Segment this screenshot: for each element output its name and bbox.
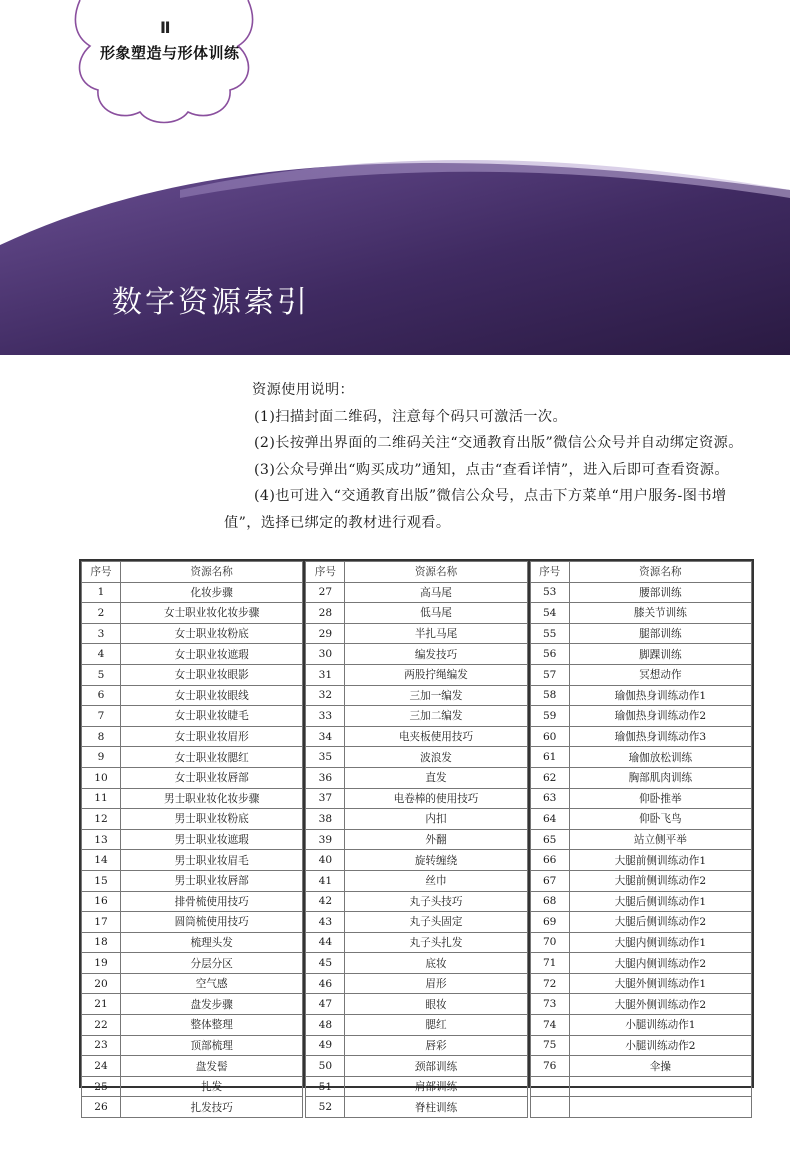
row-number: 2 (82, 603, 121, 624)
resource-name: 男士职业妆唇部 (121, 870, 303, 891)
table-row (306, 973, 527, 994)
table-row (306, 644, 527, 665)
resource-name: 女士职业妆唇部 (121, 767, 303, 788)
resource-name: 高马尾 (345, 582, 527, 603)
resource-name: 女士职业妆腮红 (121, 747, 303, 768)
resource-name: 低马尾 (345, 603, 527, 624)
table-row (82, 891, 303, 912)
row-number: 73 (530, 994, 569, 1015)
table-row (82, 870, 303, 891)
resource-name: 顶部梳理 (121, 1035, 303, 1056)
resource-name: 电卷棒的使用技巧 (345, 788, 527, 809)
table-row (82, 912, 303, 933)
table-row (306, 623, 527, 644)
resource-name: 分层分区 (121, 953, 303, 974)
resource-name: 眉形 (345, 973, 527, 994)
row-number: 50 (306, 1056, 345, 1077)
table-row (530, 582, 751, 603)
resource-name: 唇彩 (345, 1035, 527, 1056)
row-number: 48 (306, 1015, 345, 1036)
resource-name: 仰卧飞鸟 (569, 809, 751, 830)
resource-name: 女士职业妆遮瑕 (121, 644, 303, 665)
row-number: 63 (530, 788, 569, 809)
header-resource-name: 资源名称 (121, 562, 303, 583)
resource-name: 波浪发 (345, 747, 527, 768)
resource-name: 半扎马尾 (345, 623, 527, 644)
table-row (306, 726, 527, 747)
table-row (530, 726, 751, 747)
resource-column-2 (305, 561, 527, 1118)
row-number: 17 (82, 912, 121, 933)
header-resource-name: 资源名称 (345, 562, 527, 583)
table-row (306, 582, 527, 603)
resource-name: 腮红 (345, 1015, 527, 1036)
row-number: 20 (82, 973, 121, 994)
resource-name: 女士职业妆睫毛 (121, 706, 303, 727)
resource-name: 大腿内侧训练动作1 (569, 932, 751, 953)
resource-name: 丝巾 (345, 870, 527, 891)
header-number: 序号 (530, 562, 569, 583)
table-row (306, 932, 527, 953)
row-number: 23 (82, 1035, 121, 1056)
row-number: 34 (306, 726, 345, 747)
row-number: 6 (82, 685, 121, 706)
row-number (530, 1097, 569, 1118)
row-number: 14 (82, 850, 121, 871)
row-number: 26 (82, 1097, 121, 1118)
row-number: 5 (82, 664, 121, 685)
table-row (82, 1035, 303, 1056)
resource-name: 小腿训练动作2 (569, 1035, 751, 1056)
row-number: 32 (306, 685, 345, 706)
table-row (530, 829, 751, 850)
resource-name: 冥想动作 (569, 664, 751, 685)
instruction-step-4: (4)也可进入“交通教育出版”微信公众号，点击下方菜单“用户服务-图书增值”，选择已绑定的教材进行观看。 (224, 488, 727, 531)
row-number: 29 (306, 623, 345, 644)
resource-name: 大腿外侧训练动作2 (569, 994, 751, 1015)
row-number: 60 (530, 726, 569, 747)
resource-name: 丸子头技巧 (345, 891, 527, 912)
row-number: 57 (530, 664, 569, 685)
row-number: 55 (530, 623, 569, 644)
resource-name: 扎发 (121, 1076, 303, 1097)
table-row (306, 912, 527, 933)
table-row (306, 685, 527, 706)
row-number: 4 (82, 644, 121, 665)
table-row (306, 1097, 527, 1118)
table-row (82, 1097, 303, 1118)
resource-name: 腰部训练 (569, 582, 751, 603)
row-number: 59 (530, 706, 569, 727)
row-number: 19 (82, 953, 121, 974)
row-number: 3 (82, 623, 121, 644)
row-number: 40 (306, 850, 345, 871)
resource-column-3 (530, 561, 752, 1118)
row-number: 70 (530, 932, 569, 953)
row-number: 67 (530, 870, 569, 891)
resource-name: 肩部训练 (345, 1076, 527, 1097)
table-row (82, 973, 303, 994)
table-row (306, 664, 527, 685)
resource-name: 盘发步骤 (121, 994, 303, 1015)
table-header-row (82, 562, 303, 583)
table-row (82, 994, 303, 1015)
resource-name: 扎发技巧 (121, 1097, 303, 1118)
table-row (82, 664, 303, 685)
row-number: 1 (82, 582, 121, 603)
resource-name: 丸子头扎发 (345, 932, 527, 953)
row-number: 69 (530, 912, 569, 933)
row-number: 72 (530, 973, 569, 994)
row-number: 35 (306, 747, 345, 768)
row-number: 56 (530, 644, 569, 665)
table-row (82, 850, 303, 871)
table-row (306, 1076, 527, 1097)
resource-index-table (79, 559, 754, 1114)
table-header-row (530, 562, 751, 583)
row-number: 76 (530, 1056, 569, 1077)
table-row (530, 809, 751, 830)
table-row (82, 644, 303, 665)
row-number: 9 (82, 747, 121, 768)
row-number: 58 (530, 685, 569, 706)
header-number: 序号 (82, 562, 121, 583)
table-row (82, 809, 303, 830)
resource-name: 圆筒梳使用技巧 (121, 912, 303, 933)
resource-name: 大腿前侧训练动作1 (569, 850, 751, 871)
instruction-step-2: (2)长按弹出界面的二维码关注“交通教育出版”微信公众号并自动绑定资源。 (254, 435, 743, 451)
resource-name: 胸部肌肉训练 (569, 767, 751, 788)
table-row (82, 1076, 303, 1097)
row-number: 52 (306, 1097, 345, 1118)
row-number: 36 (306, 767, 345, 788)
resource-name: 电夹板使用技巧 (345, 726, 527, 747)
resource-name: 男士职业妆化妆步骤 (121, 788, 303, 809)
table-row (82, 685, 303, 706)
resource-name: 整体整理 (121, 1015, 303, 1036)
resource-name: 眼妆 (345, 994, 527, 1015)
table-row (530, 953, 751, 974)
resource-name: 空气感 (121, 973, 303, 994)
table-row (82, 747, 303, 768)
usage-instructions (224, 377, 760, 536)
header-number: 序号 (306, 562, 345, 583)
table-row (530, 788, 751, 809)
table-row (82, 953, 303, 974)
resource-name: 大腿后侧训练动作1 (569, 891, 751, 912)
instructions-heading: 资源使用说明： (252, 382, 355, 398)
row-number: 62 (530, 767, 569, 788)
table-row (82, 767, 303, 788)
resource-name: 内扣 (345, 809, 527, 830)
resource-name: 梳理头发 (121, 932, 303, 953)
table-row (306, 1056, 527, 1077)
table-row (306, 809, 527, 830)
resource-name: 瑜伽热身训练动作2 (569, 706, 751, 727)
table-row (530, 973, 751, 994)
row-number: 65 (530, 829, 569, 850)
table-row (530, 767, 751, 788)
table-row (82, 603, 303, 624)
row-number: 43 (306, 912, 345, 933)
table-row (530, 623, 751, 644)
row-number: 24 (82, 1056, 121, 1077)
instruction-step-1: (1)扫描封面二维码，注意每个码只可激活一次。 (254, 408, 568, 425)
row-number: 61 (530, 747, 569, 768)
resource-name: 三加二编发 (345, 706, 527, 727)
table-row (530, 1035, 751, 1056)
table-row (306, 706, 527, 727)
table-row (306, 1035, 527, 1056)
row-number: 27 (306, 582, 345, 603)
purple-arc-banner (0, 150, 790, 355)
resource-name: 男士职业妆眉毛 (121, 850, 303, 871)
row-number (530, 1076, 569, 1097)
row-number: 33 (306, 706, 345, 727)
instruction-step-3: (3)公众号弹出“购买成功”通知，点击“查看详情”，进入后即可查看资源。 (254, 461, 729, 478)
row-number: 18 (82, 932, 121, 953)
table-row (530, 1056, 751, 1077)
row-number: 15 (82, 870, 121, 891)
row-number: 66 (530, 850, 569, 871)
resource-name: 外翻 (345, 829, 527, 850)
row-number: 10 (82, 767, 121, 788)
scalloped-header-ornament (0, 0, 790, 130)
table-row (530, 706, 751, 727)
table-row (82, 829, 303, 850)
resource-name: 大腿后侧训练动作2 (569, 912, 751, 933)
table-row (530, 1097, 751, 1118)
section-title: 数字资源索引 (112, 285, 310, 320)
table-row (530, 747, 751, 768)
table-row (82, 1015, 303, 1036)
table-row (306, 829, 527, 850)
row-number: 45 (306, 953, 345, 974)
row-number: 68 (530, 891, 569, 912)
resource-name: 大腿外侧训练动作1 (569, 973, 751, 994)
row-number: 71 (530, 953, 569, 974)
table-row (82, 706, 303, 727)
row-number: 41 (306, 870, 345, 891)
table-row (530, 644, 751, 665)
table-row (306, 747, 527, 768)
resource-name: 站立侧平举 (569, 829, 751, 850)
resource-name: 瑜伽放松训练 (569, 747, 751, 768)
row-number: 75 (530, 1035, 569, 1056)
table-row (306, 870, 527, 891)
resource-name: 盘发髻 (121, 1056, 303, 1077)
resource-name: 化妆步骤 (121, 582, 303, 603)
table-row (82, 788, 303, 809)
resource-name: 脊柱训练 (345, 1097, 527, 1118)
table-row (306, 603, 527, 624)
table-row (530, 1076, 751, 1097)
row-number: 38 (306, 809, 345, 830)
row-number: 51 (306, 1076, 345, 1097)
row-number: 46 (306, 973, 345, 994)
table-row (82, 1056, 303, 1077)
row-number: 22 (82, 1015, 121, 1036)
resource-name: 旋转缠绕 (345, 850, 527, 871)
table-row (530, 1015, 751, 1036)
table-row (306, 767, 527, 788)
row-number: 47 (306, 994, 345, 1015)
row-number: 39 (306, 829, 345, 850)
table-row (530, 912, 751, 933)
row-number: 7 (82, 706, 121, 727)
table-row (306, 891, 527, 912)
table-row (530, 870, 751, 891)
header-resource-name: 资源名称 (569, 562, 751, 583)
resource-name: 编发技巧 (345, 644, 527, 665)
table-row (306, 994, 527, 1015)
resource-name: 仰卧推举 (569, 788, 751, 809)
row-number: 44 (306, 932, 345, 953)
resource-name: 丸子头固定 (345, 912, 527, 933)
row-number: 37 (306, 788, 345, 809)
resource-name: 直发 (345, 767, 527, 788)
table-row (82, 726, 303, 747)
row-number: 28 (306, 603, 345, 624)
resource-name: 大腿内侧训练动作2 (569, 953, 751, 974)
row-number: 11 (82, 788, 121, 809)
table-row (82, 582, 303, 603)
table-row (82, 623, 303, 644)
table-row (530, 850, 751, 871)
resource-name: 颈部训练 (345, 1056, 527, 1077)
resource-name: 女士职业妆眉形 (121, 726, 303, 747)
resource-column-1 (81, 561, 303, 1118)
row-number: 53 (530, 582, 569, 603)
row-number: 12 (82, 809, 121, 830)
book-title: 形象塑造与形体训练 (100, 44, 240, 62)
resource-name: 女士职业妆粉底 (121, 623, 303, 644)
table-row (306, 850, 527, 871)
resource-name: 男士职业妆遮瑕 (121, 829, 303, 850)
table-row (530, 891, 751, 912)
row-number: 13 (82, 829, 121, 850)
table-row (530, 932, 751, 953)
resource-name: 男士职业妆粉底 (121, 809, 303, 830)
resource-name: 两股拧绳编发 (345, 664, 527, 685)
resource-name: 伞操 (569, 1056, 751, 1077)
row-number: 30 (306, 644, 345, 665)
resource-name: 女士职业妆眼影 (121, 664, 303, 685)
page-number: Ⅱ (160, 18, 171, 37)
row-number: 74 (530, 1015, 569, 1036)
resource-name: 脚踝训练 (569, 644, 751, 665)
resource-name: 膝关节训练 (569, 603, 751, 624)
resource-name (569, 1076, 751, 1097)
resource-name: 排骨梳使用技巧 (121, 891, 303, 912)
table-row (306, 1015, 527, 1036)
row-number: 31 (306, 664, 345, 685)
table-row (306, 788, 527, 809)
row-number: 8 (82, 726, 121, 747)
table-row (82, 932, 303, 953)
row-number: 64 (530, 809, 569, 830)
row-number: 42 (306, 891, 345, 912)
table-row (306, 953, 527, 974)
row-number: 49 (306, 1035, 345, 1056)
row-number: 21 (82, 994, 121, 1015)
resource-name: 三加一编发 (345, 685, 527, 706)
resource-name: 瑜伽热身训练动作1 (569, 685, 751, 706)
resource-name: 女士职业妆化妆步骤 (121, 603, 303, 624)
resource-name: 大腿前侧训练动作2 (569, 870, 751, 891)
resource-name: 底妆 (345, 953, 527, 974)
resource-name: 女士职业妆眼线 (121, 685, 303, 706)
table-row (530, 664, 751, 685)
resource-name: 腿部训练 (569, 623, 751, 644)
row-number: 54 (530, 603, 569, 624)
resource-name (569, 1097, 751, 1118)
row-number: 16 (82, 891, 121, 912)
table-row (530, 603, 751, 624)
row-number: 25 (82, 1076, 121, 1097)
table-row (530, 994, 751, 1015)
resource-name: 瑜伽热身训练动作3 (569, 726, 751, 747)
table-header-row (306, 562, 527, 583)
table-row (530, 685, 751, 706)
resource-name: 小腿训练动作1 (569, 1015, 751, 1036)
